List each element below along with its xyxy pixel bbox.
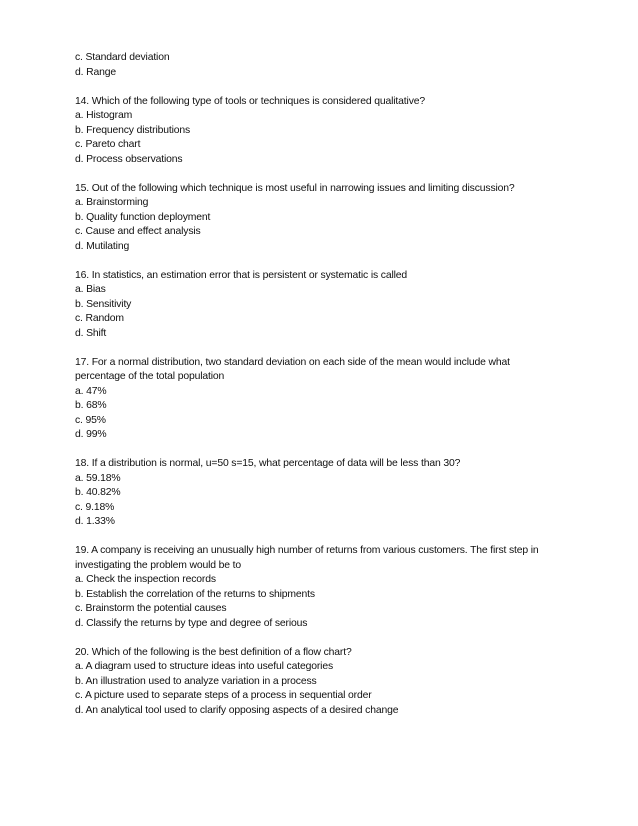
question-text: 15. Out of the following which technique is most useful in narrowing issues and limiting discussion? [75,182,515,194]
question-16 [75,269,575,342]
option: d. Range [75,66,116,78]
option: d. Process observations [75,153,183,165]
option: c. Random [75,313,124,324]
option: d. Shift [75,327,107,339]
option: c. 95% [75,414,106,426]
option: a. A diagram used to structure ideas into useful categories [75,661,333,672]
question-text-line: 19. A company is receiving an unusually high number of returns from various customers. The first step in [75,545,539,556]
question-list [75,51,575,718]
question-text: 20. Which of the following is the best definition of a flow chart? [75,646,352,658]
option: c. Standard deviation [75,52,170,63]
question-text-line: percentage of the total population [75,371,225,382]
option: d. 1.33% [75,516,115,527]
option: a. Histogram [75,110,133,121]
option: a. Brainstorming [75,197,149,208]
option: a. 47% [75,385,107,397]
question-text: 16. In statistics, an estimation error that is persistent or systematic is called [75,269,408,281]
option: c. Pareto chart [75,139,141,150]
option: d. An analytical tool used to clarify opposing aspects of a desired change [75,704,399,716]
option: b. Frequency distributions [75,124,191,136]
carryover-options [75,51,575,80]
question-15 [75,182,575,255]
question-text: 14. Which of the following type of tools or techniques is considered qualitative? [75,95,426,107]
option: d. Classify the returns by type and degree of serious [75,617,308,629]
option: c. Cause and effect analysis [75,226,201,237]
option: b. An illustration used to analyze variation in a process [75,675,317,687]
question-18 [75,457,575,530]
option: b. Sensitivity [75,298,132,310]
option: c. A picture used to separate steps of a process in sequential order [75,690,372,701]
question-text-line: investigating the problem would be to [75,559,242,571]
option: b. 40.82% [75,487,121,498]
option: c. 9.18% [75,501,115,513]
question-19 [75,544,575,631]
option: a. 59.18% [75,472,121,484]
question-text-line: 17. For a normal distribution, two standard deviation on each side of the mean would include what [75,356,510,368]
question-text: 18. If a distribution is normal, u=50 s=15, what percentage of data will be less than 30? [75,458,461,469]
option: d. 99% [75,429,107,440]
option: b. Establish the correlation of the returns to shipments [75,588,315,600]
option: c. Brainstorm the potential causes [75,603,227,614]
option: d. Mutilating [75,240,130,252]
option: b. 68% [75,400,107,411]
option: b. Quality function deployment [75,211,211,223]
question-17 [75,356,575,443]
option: a. Check the inspection records [75,574,216,585]
question-20 [75,646,575,719]
question-14 [75,95,575,168]
option: a. Bias [75,284,106,295]
